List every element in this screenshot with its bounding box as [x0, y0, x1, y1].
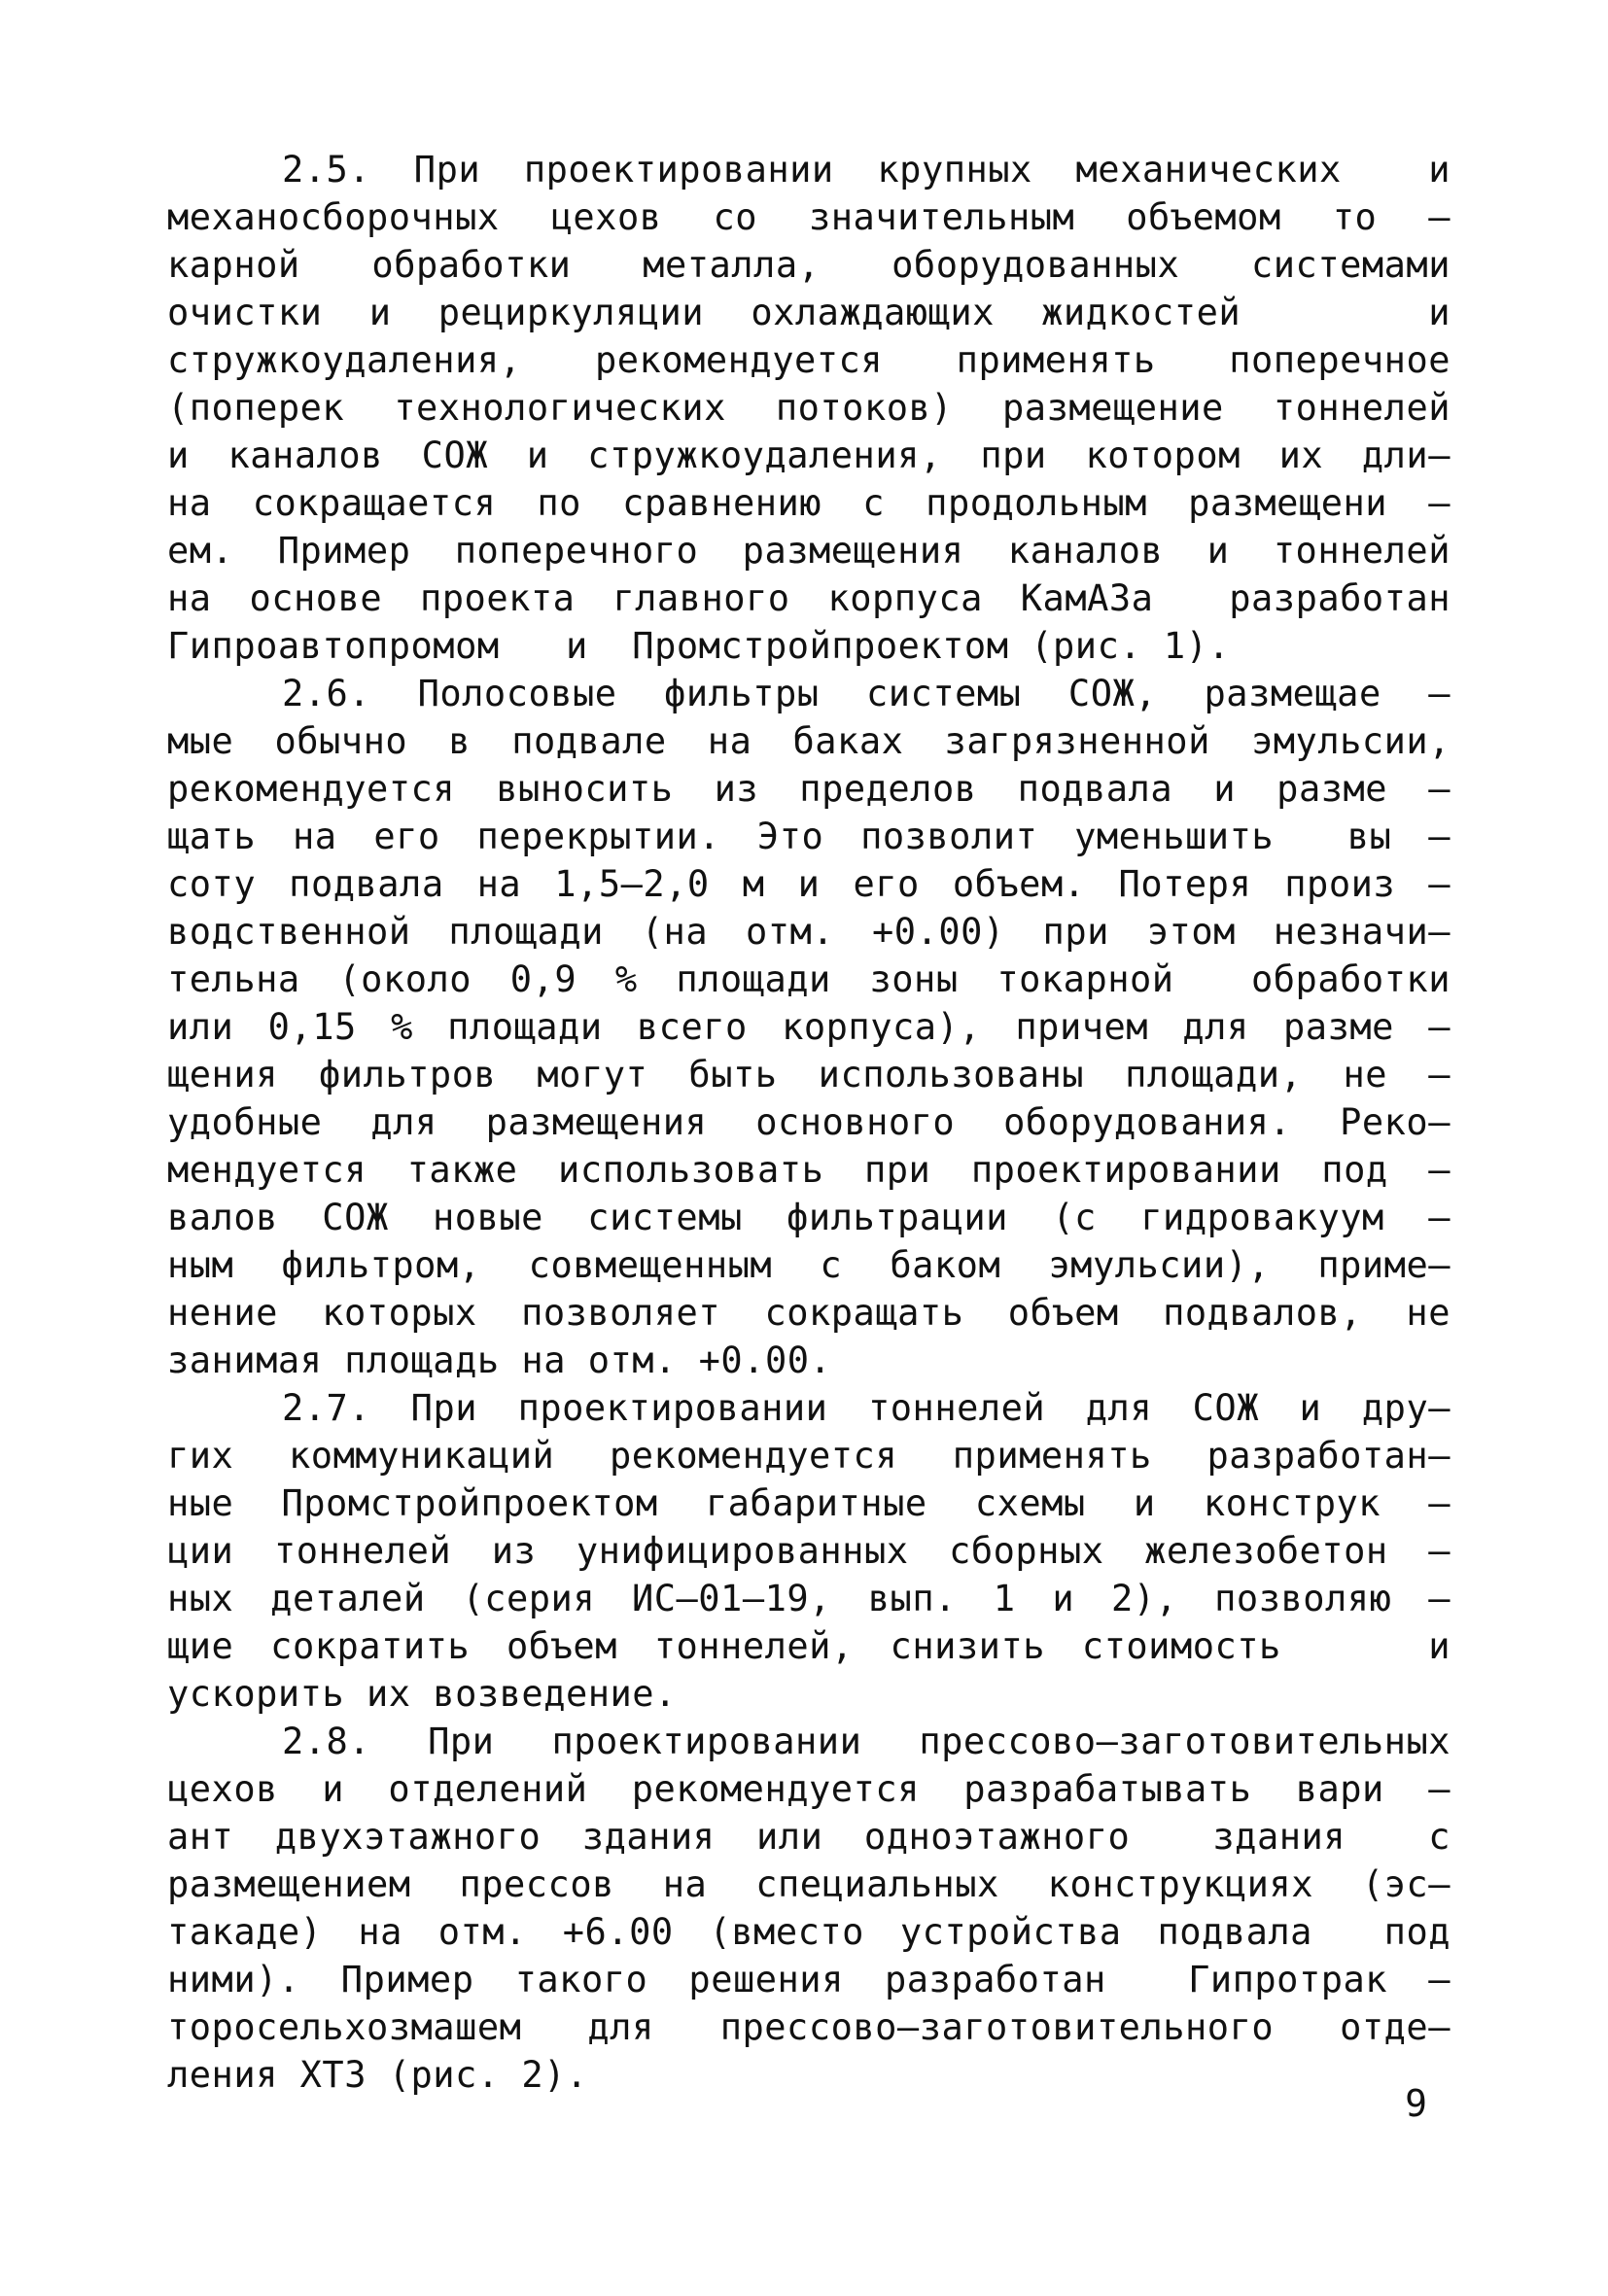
- text-line: (поперек технологических потоков) размещение тоннелей: [167, 387, 1451, 429]
- text-line: на основе проекта главного корпуса КамАЗа разработан: [167, 577, 1451, 619]
- text-line: щие сократить объем тоннелей, снизить стоимость и: [167, 1625, 1451, 1667]
- text-line: ным фильтром, совмещенным с баком эмульсии), приме–: [167, 1244, 1451, 1286]
- text-line: размещением прессов на специальных конструкциях (эс–: [167, 1863, 1451, 1905]
- text-line: очистки и рециркуляции охлаждающих жидкостей и: [167, 292, 1451, 333]
- text-line: ления ХТЗ (рис. 2).: [167, 2054, 588, 2096]
- text-line: механосборочных цехов со значительным объемом то –: [167, 196, 1451, 238]
- text-line: 2.6. Полосовые фильтры системы СОЖ, размещае –: [282, 673, 1451, 714]
- text-line: рекомендуется выносить из пределов подвала и разме –: [167, 768, 1451, 810]
- text-line: 2.5. При проектировании крупных механических и: [282, 149, 1451, 191]
- text-line: ускорить их возведение.: [167, 1673, 677, 1715]
- text-line: мендуется также использовать при проектировании под –: [167, 1149, 1451, 1191]
- text-line: валов СОЖ новые системы фильтрации (с гидровакуум –: [167, 1197, 1451, 1238]
- text-line: торосельхозмашем для прессово–заготовительного отде–: [167, 2006, 1451, 2048]
- text-line: ант двухэтажного здания или одноэтажного здания с: [167, 1816, 1451, 1858]
- text-line: стружкоудаления, рекомендуется применять поперечное: [167, 339, 1451, 381]
- text-line: удобные для размещения основного оборудования. Реко–: [167, 1101, 1451, 1143]
- text-line: ем. Пример поперечного размещения каналов и тоннелей: [167, 530, 1451, 572]
- text-line: 2.7. При проектировании тоннелей для СОЖ и дру–: [282, 1387, 1451, 1429]
- text-line: водственной площади (на отм. +0.00) при этом незначи–: [167, 911, 1451, 953]
- text-line: ных деталей (серия ИС–01–19, вып. 1 и 2), позволяю –: [167, 1578, 1451, 1619]
- document-body: [167, 146, 1451, 2099]
- text-line: Гипроавтопромом и Промстройпроектом (рис. 1).: [167, 625, 1231, 667]
- text-line: 2.8. При проектировании прессово–заготовительных: [282, 1721, 1451, 1762]
- text-line: или 0,15 % площади всего корпуса), причем для разме –: [167, 1006, 1451, 1048]
- text-line: ные Промстройпроектом габаритные схемы и конструк –: [167, 1482, 1451, 1524]
- text-line: на сокращается по сравнению с продольным размещени –: [167, 482, 1451, 524]
- text-line: гих коммуникаций рекомендуется применять разработан–: [167, 1435, 1451, 1477]
- text-line: щать на его перекрытии. Это позволит уменьшить вы –: [167, 816, 1451, 857]
- text-line: тельна (около 0,9 % площади зоны токарной обработки: [167, 958, 1451, 1000]
- text-line: мые обычно в подвале на баках загрязненной эмульсии,: [167, 720, 1451, 762]
- text-line: такаде) на отм. +6.00 (вместо устройства подвала под: [167, 1911, 1451, 1953]
- text-line: нение которых позволяет сокращать объем подвалов, не: [167, 1292, 1451, 1334]
- text-line: соту подвала на 1,5–2,0 м и его объем. Потеря произ –: [167, 863, 1451, 905]
- text-line: ции тоннелей из унифицированных сборных железобетон –: [167, 1530, 1451, 1572]
- text-line: карной обработки металла, оборудованных системами: [167, 244, 1451, 286]
- text-line: щения фильтров могут быть использованы площади, не –: [167, 1054, 1451, 1096]
- text-line: и каналов СОЖ и стружкоудаления, при котором их дли–: [167, 435, 1451, 476]
- page-number: 9: [1405, 2082, 1427, 2125]
- text-line: цехов и отделений рекомендуется разрабатывать вари –: [167, 1768, 1451, 1810]
- text-line: ними). Пример такого решения разработан Гипротрак –: [167, 1959, 1451, 2000]
- text-line: занимая площадь на отм. +0.00.: [167, 1339, 832, 1381]
